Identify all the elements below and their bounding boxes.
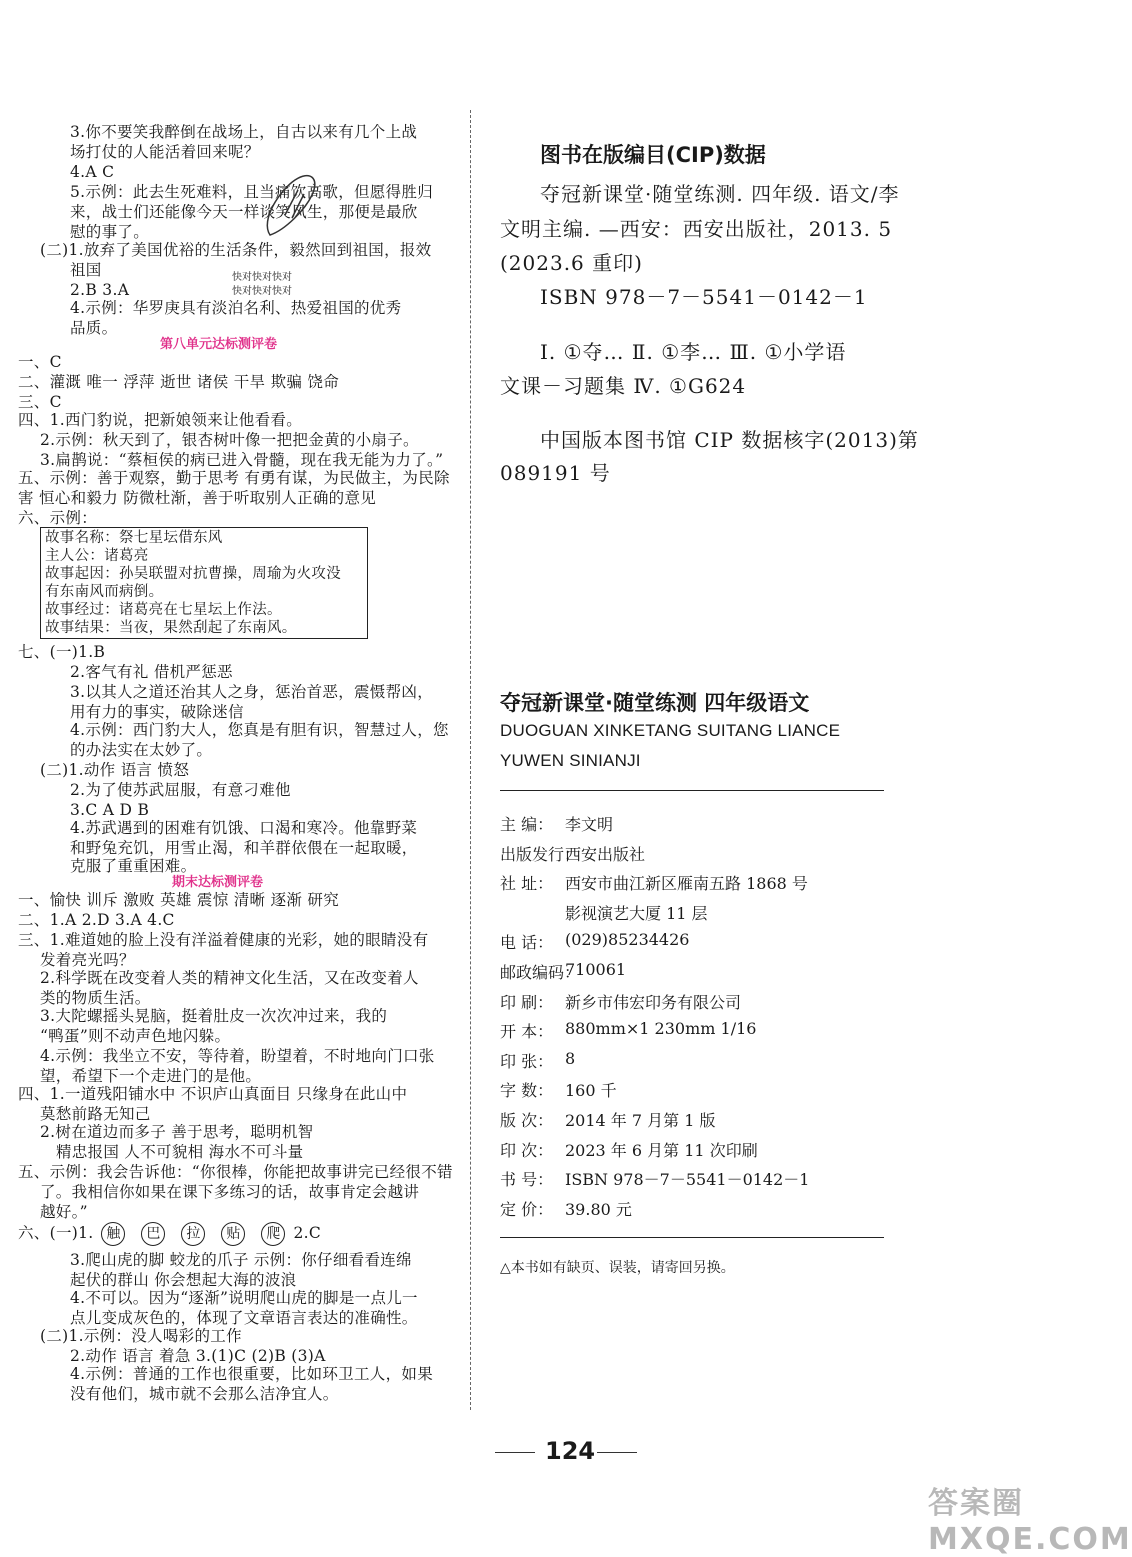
answer-line: 了。我相信你如果在课下多练习的话，故事肯定会越讲	[40, 1183, 420, 1201]
colophon-value: 880mm×1 230mm 1/16	[565, 1019, 757, 1039]
story-row: 故事经过：诸葛亮在七星坛上作法。	[45, 602, 282, 618]
answer-line: 五、示例：我会告诉他：“你很棒，你能把故事讲完已经很不错	[18, 1163, 453, 1181]
answer-line: 点儿变成灰色的，体现了文章语言表达的准确性。	[70, 1309, 418, 1327]
colophon-value: 影视演艺大厦 11 层	[565, 903, 708, 923]
colophon-value: 8	[565, 1048, 576, 1068]
answer-line: 4.示例：我坐立不安，等待着，盼望着，不时地向门口张	[40, 1047, 435, 1065]
page-number: 124	[545, 1437, 596, 1465]
story-row: 有东南风而病倒。	[45, 584, 164, 600]
stamp-text-1: 快对快对快对	[232, 272, 292, 283]
answer-line: (二)1.放弃了美国优裕的生活条件，毅然回到祖国，报效	[40, 241, 432, 259]
answer-line: 四、1.一道残阳铺水中 不识庐山真面目 只缘身在此山中	[18, 1085, 408, 1103]
q6-suffix: 2.C	[293, 1224, 322, 1242]
cip-classification-1: Ⅰ. ①夺… Ⅱ. ①李… Ⅲ. ①小学语	[540, 340, 847, 364]
story-row: 故事名称：祭七星坛借东风	[45, 530, 223, 546]
colophon-key: 电 话：	[500, 933, 554, 953]
colophon-key: 印 张：	[500, 1051, 554, 1071]
cip-title: 图书在版编目(CIP)数据	[540, 143, 766, 167]
colophon-value: 2014 年 7 月第 1 版	[565, 1111, 716, 1130]
colophon-key: 印 次：	[500, 1140, 554, 1160]
circled-char: 拉	[181, 1222, 205, 1246]
colophon-value: 39.80 元	[565, 1199, 632, 1219]
q6-prefix: 六、(一)1.	[18, 1224, 94, 1242]
handwriting-mark	[240, 160, 330, 250]
colophon-value: 李文明	[565, 815, 614, 834]
answer-line: 场打仗的人能活着回来呢？	[70, 143, 260, 161]
answer-line: 4.示例：普通的工作也很重要，比如环卫工人，如果	[70, 1365, 433, 1383]
answer-line: 六、示例：	[18, 509, 98, 527]
colophon-value: 西安出版社	[565, 844, 646, 864]
cip-line-2: 文明主编. —西安：西安出版社，2013. 5	[500, 217, 893, 241]
book-pinyin-1: DUOGUAN XINKETANG SUITANG LIANCE	[500, 721, 841, 740]
answer-line: 三、C	[18, 393, 62, 411]
answer-line: 发着亮光吗？	[40, 951, 135, 969]
circled-char: 触	[101, 1222, 125, 1246]
cip-record-2: 089191 号	[500, 461, 611, 485]
section-title-final: 期末达标测评卷	[172, 875, 264, 890]
answer-line: 3.以其人之道还治其人之身，惩治首恶，震慑帮凶，	[70, 683, 433, 701]
colophon-key: 字 数：	[500, 1081, 554, 1101]
answer-line: 4.示例：华罗庚具有淡泊名利、热爱祖国的优秀	[70, 299, 402, 317]
answer-line: 精忠报国 人不可貌相 海水不可斗量	[56, 1143, 304, 1161]
book-title: 夺冠新课堂·随堂练测 四年级语文	[500, 691, 810, 715]
story-table	[40, 527, 368, 639]
answer-line: 类的物质生活。	[40, 989, 151, 1007]
answer-line: 4.示例：西门豹大人，您真是有胆有识，智慧过人，您	[70, 721, 449, 739]
answer-line: 4.A C	[70, 163, 115, 181]
answer-line: 3.C A D B	[70, 801, 150, 819]
answer-line: 的办法实在太妙了。	[70, 741, 213, 759]
answer-line: 克服了重重困难。	[70, 857, 197, 875]
cip-classification-2: 文课－习题集 Ⅳ. ①G624	[500, 374, 747, 398]
answer-line: (二)1.动作 语言 愤怒	[40, 761, 190, 779]
colophon-value: 2023 年 6 月第 11 次印刷	[565, 1140, 758, 1160]
answer-line: “鸭蛋”则不动声色地闪躲。	[40, 1027, 231, 1045]
answer-line: 四、1.西门豹说，把新娘领来让他看看。	[18, 411, 302, 429]
answer-line: 二、1.A 2.D 3.A 4.C	[18, 911, 175, 929]
answer-line: 2.客气有礼 借机严惩恶	[70, 663, 233, 681]
answer-line: 2.科学既在改变着人类的精神文化生活，又在改变着人	[40, 969, 419, 987]
colophon-key: 定 价：	[500, 1199, 554, 1219]
answer-line: 七、(一)1.B	[18, 643, 106, 661]
answer-line: 品质。	[70, 319, 118, 337]
answer-line: 起伏的群山 你会想起大海的波浪	[70, 1271, 297, 1289]
colophon-key: 主 编：	[500, 815, 554, 834]
answer-line: 3.你不要笑我醉倒在战场上，自古以来有几个上战	[70, 123, 418, 141]
answer-line: 没有他们，城市就不会那么洁净宜人。	[70, 1385, 339, 1403]
answer-line: 3.扁鹊说：“蔡桓侯的病已进入骨髓，现在我无能为力了。”	[40, 451, 444, 469]
answer-line: 4.苏武遇到的困难有饥饿、口渴和寒冷。他靠野菜	[70, 819, 418, 837]
page-number-dash-left	[495, 1452, 535, 1453]
answer-line: 用有力的事实，破除迷信	[70, 703, 244, 721]
cip-isbn: ISBN 978－7－5541－0142－1	[540, 285, 868, 309]
circled-char: 爬	[261, 1222, 285, 1246]
answer-line: 莫愁前路无知己	[40, 1105, 151, 1123]
story-row: 故事起因：孙吴联盟对抗曹操，周瑜为火攻没	[45, 566, 341, 582]
answer-line: 来，战士们还能像今天一样谈笑风生，那便是最欣	[70, 203, 418, 221]
answer-line: 3.爬山虎的脚 蛟龙的爪子 示例：你仔细看看连绵	[70, 1251, 412, 1269]
answer-line: 五、示例：善于观察，勤于思考 有勇有谋，为民做主，为民除	[18, 469, 450, 487]
q6-row	[18, 1222, 321, 1246]
answer-line: 3.大陀螺摇头晃脑，挺着肚皮一次次冲过来，我的	[40, 1007, 388, 1025]
page-number-dash-right	[597, 1452, 637, 1453]
colophon-note: △本书如有缺页、误装，请寄回另换。	[500, 1260, 735, 1276]
answer-line: 慰的事了。	[70, 223, 150, 241]
watermark: 答案圈 MXQE.COM	[928, 1486, 1132, 1557]
cip-line-3: (2023.6 重印)	[500, 251, 643, 275]
book-pinyin-2: YUWEN SINIANJI	[500, 751, 641, 770]
colophon-key: 版 次：	[500, 1111, 554, 1130]
colophon-value: ISBN 978－7－5541－0142－1	[565, 1170, 810, 1190]
answer-line: 越好。”	[40, 1203, 88, 1221]
colophon-key: 开 本：	[500, 1022, 554, 1042]
answer-line: 2.示例：秋天到了，银杏树叶像一把把金黄的小扇子。	[40, 431, 419, 449]
answer-line: 2.为了使苏武屈服，有意刁难他	[70, 781, 291, 799]
circled-char: 贴	[221, 1222, 245, 1246]
answer-line: 望，希望下一个走进门的是他。	[40, 1067, 262, 1085]
colophon-key: 印 刷：	[500, 992, 554, 1012]
colophon-top-rule	[500, 790, 884, 791]
cip-line-1: 夺冠新课堂·随堂练测. 四年级. 语文/李	[540, 182, 900, 206]
story-row: 主人公：诸葛亮	[45, 548, 149, 564]
colophon-value: (029)85234426	[565, 930, 690, 950]
answer-line: 害 恒心和毅力 防微杜渐，善于听取别人正确的意见	[18, 489, 377, 507]
answer-line: 一、C	[18, 353, 62, 371]
answer-line: (二)1.示例：没人喝彩的工作	[40, 1327, 242, 1345]
colophon-key: 书 号：	[500, 1170, 554, 1190]
answer-line: 5.示例：此去生死难料，且当痛饮高歌，但愿得胜归	[70, 183, 433, 201]
colophon-value: 西安市曲江新区雁南五路 1868 号	[565, 874, 808, 894]
colophon-value: 160 千	[565, 1081, 617, 1101]
stamp-text-2: 快对快对快对	[232, 286, 292, 297]
answer-line: 祖国	[70, 261, 102, 279]
answer-line: 2.动作 语言 着急 3.(1)C (2)B (3)A	[70, 1347, 326, 1365]
answer-line: 和野兔充饥，用雪止渴，和羊群依偎在一起取暖，	[70, 839, 418, 857]
colophon-key: 邮政编码：	[500, 963, 581, 982]
cip-record-1: 中国版本图书馆 CIP 数据核字(2013)第	[540, 428, 919, 452]
answer-line: 2.树在道边而多子 善于思考，聪明机智	[40, 1123, 314, 1141]
colophon-key: 出版发行：	[500, 844, 581, 864]
answer-line: 二、灌溉 唯一 浮萍 逝世 诸侯 干旱 欺骗 饶命	[18, 373, 339, 391]
answer-line: 三、1.难道她的脸上没有洋溢着健康的光彩，她的眼睛没有	[18, 931, 429, 949]
colophon-value: 新乡市伟宏印务有限公司	[565, 992, 742, 1012]
colophon-value: 710061	[565, 960, 627, 979]
colophon-key: 社 址：	[500, 874, 554, 894]
answer-line: 4.不可以。因为“逐渐”说明爬山虎的脚是一点儿一	[70, 1289, 418, 1307]
section-title-unit8: 第八单元达标测评卷	[160, 337, 278, 352]
answer-line: 2.B 3.A	[70, 281, 130, 299]
column-divider	[470, 110, 471, 1410]
circled-char: 巴	[141, 1222, 165, 1246]
answer-line: 一、愉快 训斥 激败 英雄 震惊 清晰 逐渐 研究	[18, 891, 339, 909]
story-row: 故事结果：当夜，果然刮起了东南风。	[45, 620, 297, 636]
colophon-bottom-rule	[500, 1237, 884, 1238]
